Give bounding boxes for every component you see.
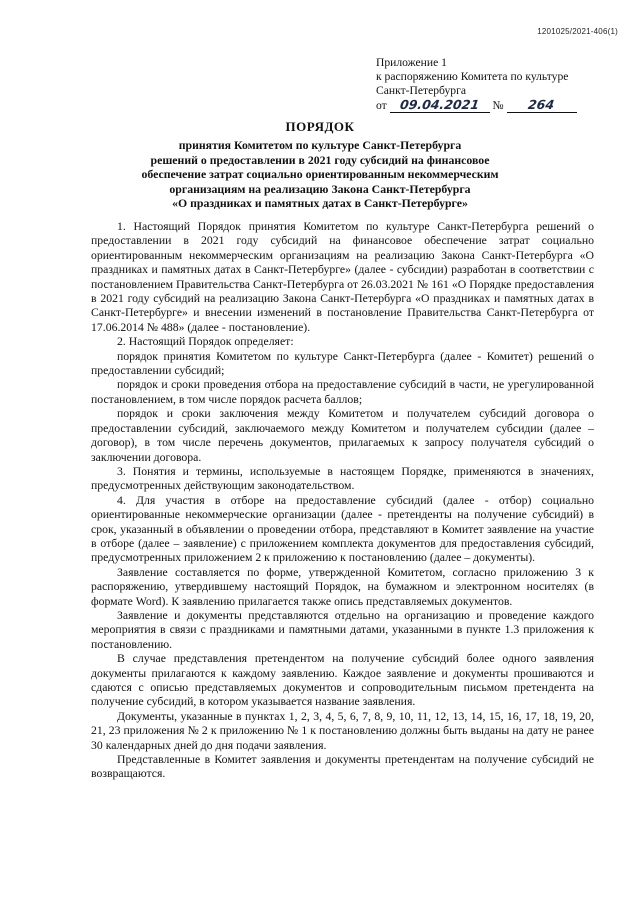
title-line-3: обеспечение затрат социально ориентированным некоммерческим [141,167,499,182]
title-line-4: организациям на реализацию Закона Санкт-Петербурга [169,181,471,196]
paragraph-6: 3. Понятия и термины, используемые в настоящем Порядке, применяются в значениях, предусмотренных действующим законодательством. [91,464,594,493]
handwritten-number: 264 [527,96,556,112]
title-line-2: решений о предоставлении в 2021 году субсидий на финансовое [150,152,490,167]
document-title [40,119,600,211]
title-line-1: принятия Комитетом по культуре Санкт-Петербурга [178,138,462,152]
number-prefix: № [492,98,504,112]
date-prefix: от [376,98,387,112]
number-field [507,96,577,113]
appendix-title: Приложение 1 [376,56,447,69]
document-id: 1201025/2021-406(1) [537,27,618,36]
paragraph-4: порядок и сроки проведения отбора на предоставление субсидий в части, не урегулированной постановлением, в том числе порядок расчета баллов; [91,378,594,406]
handwritten-date: 09.04.2021 [399,96,481,112]
paragraph-8: Заявление составляется по форме, утвержденной Комитетом, согласно приложению 3 к распоряжению, утвердившему настоящий Порядок, на бумажном и электронном носителях (в формате Word). К заявлению прилагается также опись представляемых документов. [91,565,594,608]
document-body [91,220,594,782]
paragraph-9: Заявление и документы представляются отдельно на организацию и проведение каждого мероприятия в связи с праздниками и памятными датами, указанными в пункте 1.3 приложения к постановлению. [91,608,594,651]
appendix-date-line [376,96,616,113]
appendix-block [376,56,616,113]
date-field [390,96,490,113]
paragraph-5: порядок и сроки заключения между Комитетом и получателем субсидий договора о предоставлении субсидий, заключаемого между Комитетом и получателем субсидии (далее – договор), в том числе перечень документов, прилагаемых к запросу получателя субсидий о заключении договора. [91,407,594,464]
paragraph-3: порядок принятия Комитетом по культуре Санкт-Петербурга (далее - Комитет) решений о предоставлении субсидий; [91,349,594,378]
paragraph-1: 1. Настоящий Порядок принятия Комитетом по культуре Санкт-Петербурга решений о предоставлении в 2021 году субсидий на финансовое обеспечение затрат социально ориентированным некоммерческим организациям на реализацию Закона Санкт-Петербурга «О праздниках и памятных датах в Санкт-Петербурге» (далее - субсидии) разработан в соответствии с постановлением Правительства Санкт-Петербурга от 26.03.2021 № 161 «О Порядке предоставления в 2021 году субсидий на реализацию Закона Санкт-Петербурга «О праздниках и памятных датах в Санкт-Петербурге» и внесении изменений в постановление Правительства Санкт-Петербурга от 17.06.2014 № 488» (далее - постановление). [91,220,594,334]
paragraph-7: 4. Для участия в отборе на предоставление субсидий (далее - отбор) социально ориентированные некоммерческие организации (далее - претенденты на получение субсидий) в срок, указанный в объявлении о проведении отбора, представляют в Комитет заявление на участие в отборе (далее – заявление) с приложением комплекта документов для предоставления субсидий, предусмотренных приложением 2 к приложению к постановлению (далее – документы). [91,493,594,565]
paragraph-2: 2. Настоящий Порядок определяет: [117,335,294,349]
paragraph-10: В случае представления претендентом на получение субсидий более одного заявления документы прилагаются к каждому заявлению. Каждое заявление и документы прошиваются и сдаются с описью представляемых документов и сопроводительным письмом претендента на получение субсидий, в котором указывается название заявления. [91,652,594,709]
appendix-reference: к распоряжению Комитета по культуре [376,70,569,84]
appendix-city: Санкт-Петербурга [376,84,466,98]
title-line-5: «О праздниках и памятных датах в Санкт-Петербурге» [172,196,468,211]
paragraph-11: Документы, указанные в пунктах 1, 2, 3, 4, 5, 6, 7, 8, 9, 10, 11, 12, 13, 14, 15, 16, 17, 18, 19, 20, 21, 23 приложения № 2 к приложению № 1 к постановлению должны быть выданы на дату не ранее 30 календарных дней до дня подачи заявления. [91,709,594,752]
paragraph-12: Представленные в Комитет заявления и документы претендентам на получение субсидий не возвращаются. [91,753,594,781]
title-main: ПОРЯДОК [285,119,355,134]
